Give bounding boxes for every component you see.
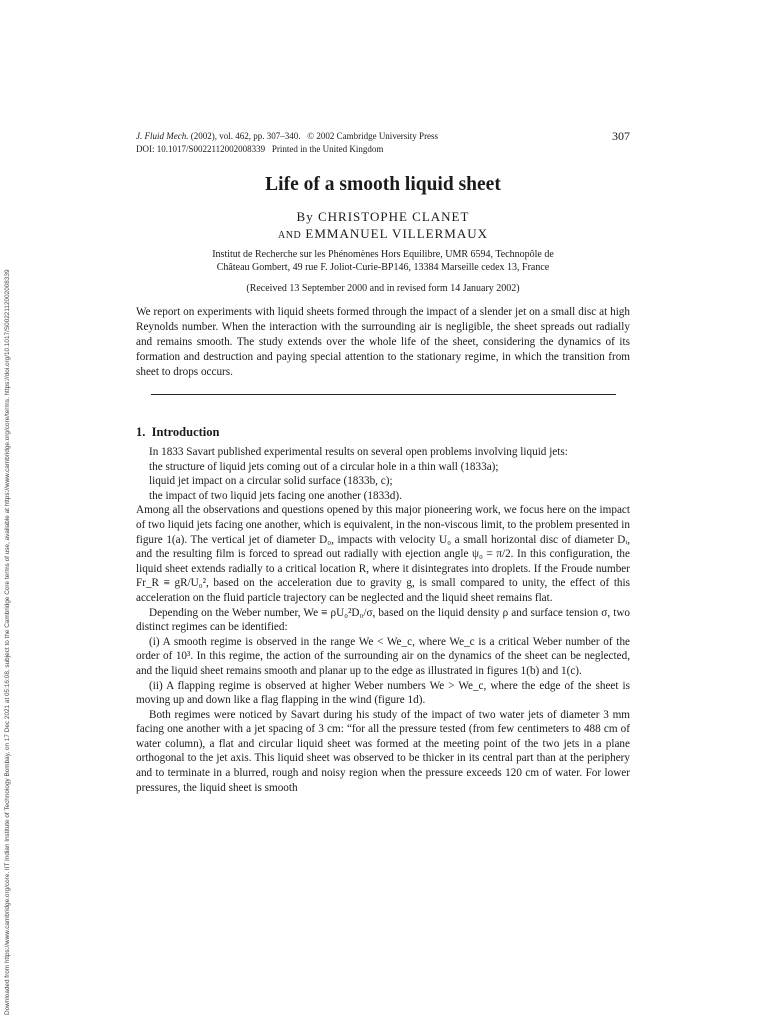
body-text [136,445,630,795]
doi-line [136,143,630,156]
and-label: AND [278,230,302,241]
list-item: the structure of liquid jets coming out of a circular hole in a thin wall (1833a); [149,460,499,473]
author-line-2 [136,225,630,244]
journal-name: J. Fluid Mech. [136,131,189,141]
citation: (2002), vol. 462, pp. 307–340. [190,131,301,141]
paragraph: Depending on the Weber number, We ≡ ρU₀²D₀/σ, based on the liquid density ρ and surface tension σ, two distinct regimes can be identified: [136,606,630,634]
list-item: liquid jet impact on a circular solid surface (1833b, c); [149,475,393,488]
download-notice-text: Downloaded from https://www.cambridge.org/core. IIT Indian Institute of Technology Bombay, on 17 Dec 2021 at 05:16:08, subject to the Cambridge Core terms of use, available at https://www.cambridge.org/core/terms. https://doi.org/10.1017/S0022112002008339 [4,269,11,1015]
authors [136,208,630,244]
by-label: By [296,209,314,224]
paragraph: In 1833 Savart published experimental results on several open problems involving liquid jets: [149,446,568,458]
author-line-1 [136,208,630,225]
affiliation-line-2: Château Gombert, 49 rue F. Joliot-Curie-BP146, 13384 Marseille cedex 13, France [216,262,550,273]
author-2: EMMANUEL VILLERMAUX [305,226,488,241]
paragraph: Both regimes were noticed by Savart during his study of the impact of two water jets of diameter 3 mm facing one another with a jet spacing of 3 cm: “for all the pressure tested (from few centimeters to 488 cm of water column), a flat and circular liquid sheet was formed at the meeting point of the two jets in a plane orthogonal to the jet axis. This liquid sheet was observed to be thicker in its central part than at the periphery and to terminate in a blurred, rough and noisy region when the pressure exceeds 120 cm of water. For lower pressures, the liquid sheet is smooth [136,708,630,794]
paragraph: Among all the observations and questions opened by this major pioneering work, we focus here on the impact of two liquid jets facing one another, which is equivalent, in the non-viscous limit, to the problem presented in figure 1(a). The vertical jet of diameter D₀, impacts with velocity U₀ a small horizontal disc of diameter Dᵢ, and the resulting film is forced to spread out radially with ejection angle ψ₀ = π/2. In this configuration, the liquid sheet extends radially to a critical location R, where it disintegrates into droplets. If the Froude number Fr_R ≡ gR/U₀², based on the acceleration due to gravity g, is small compared to unity, the effect of this acceleration on the fluid particle trajectory can be neglected and the liquid sheet remains flat. [136,504,630,604]
download-notice [3,100,13,1015]
paragraph: (i) A smooth regime is observed in the range We < We_c, where We_c is a critical Weber number of the order of 10³. In this regime, the action of the surrounding air on the dynamics of the sheet can be neglected, and the liquid sheet remains smooth and planar up to the edge as illustrated in figures 1(b) and 1(c). [136,635,630,677]
received-dates: (Received 13 September 2000 and in revised form 14 January 2002) [246,283,520,294]
list-item: the impact of two liquid jets facing one another (1833d). [149,489,402,502]
journal-header [136,130,630,156]
section-title: Introduction [151,425,220,439]
divider [151,394,616,395]
printed-in: Printed in the United Kingdom [271,144,384,154]
section-heading [136,425,630,440]
section-number: 1. [136,425,146,439]
citation-line [136,130,630,143]
doi: DOI: 10.1017/S0022112002008339 [136,144,266,154]
paper-page [136,130,630,795]
abstract: We report on experiments with liquid sheets formed through the impact of a slender jet on a small disc at high Reynolds number. When the interaction with the surrounding air is negligible, the sheet spreads out radially and remains smooth. The study extends over the whole life of the sheet, considering the dynamics of its formation and destruction and paying special attention to the stationary regime, in which the transition from sheet to drops occurs. [136,306,630,378]
copyright: © 2002 Cambridge University Press [307,131,439,141]
paragraph: (ii) A flapping regime is observed at higher Weber numbers We > We_c, where the edge of the sheet is moving up and down like a flag flapping in the wind (figure 1d). [136,679,630,707]
page-number: 307 [612,129,630,143]
author-1: CHRISTOPHE CLANET [317,209,470,224]
paper-title: Life of a smooth liquid sheet [265,174,501,195]
affiliation-line-1: Institut de Recherche sur les Phénomènes Hors Equilibre, UMR 6594, Technopôle de [212,249,554,260]
affiliation [136,248,630,274]
